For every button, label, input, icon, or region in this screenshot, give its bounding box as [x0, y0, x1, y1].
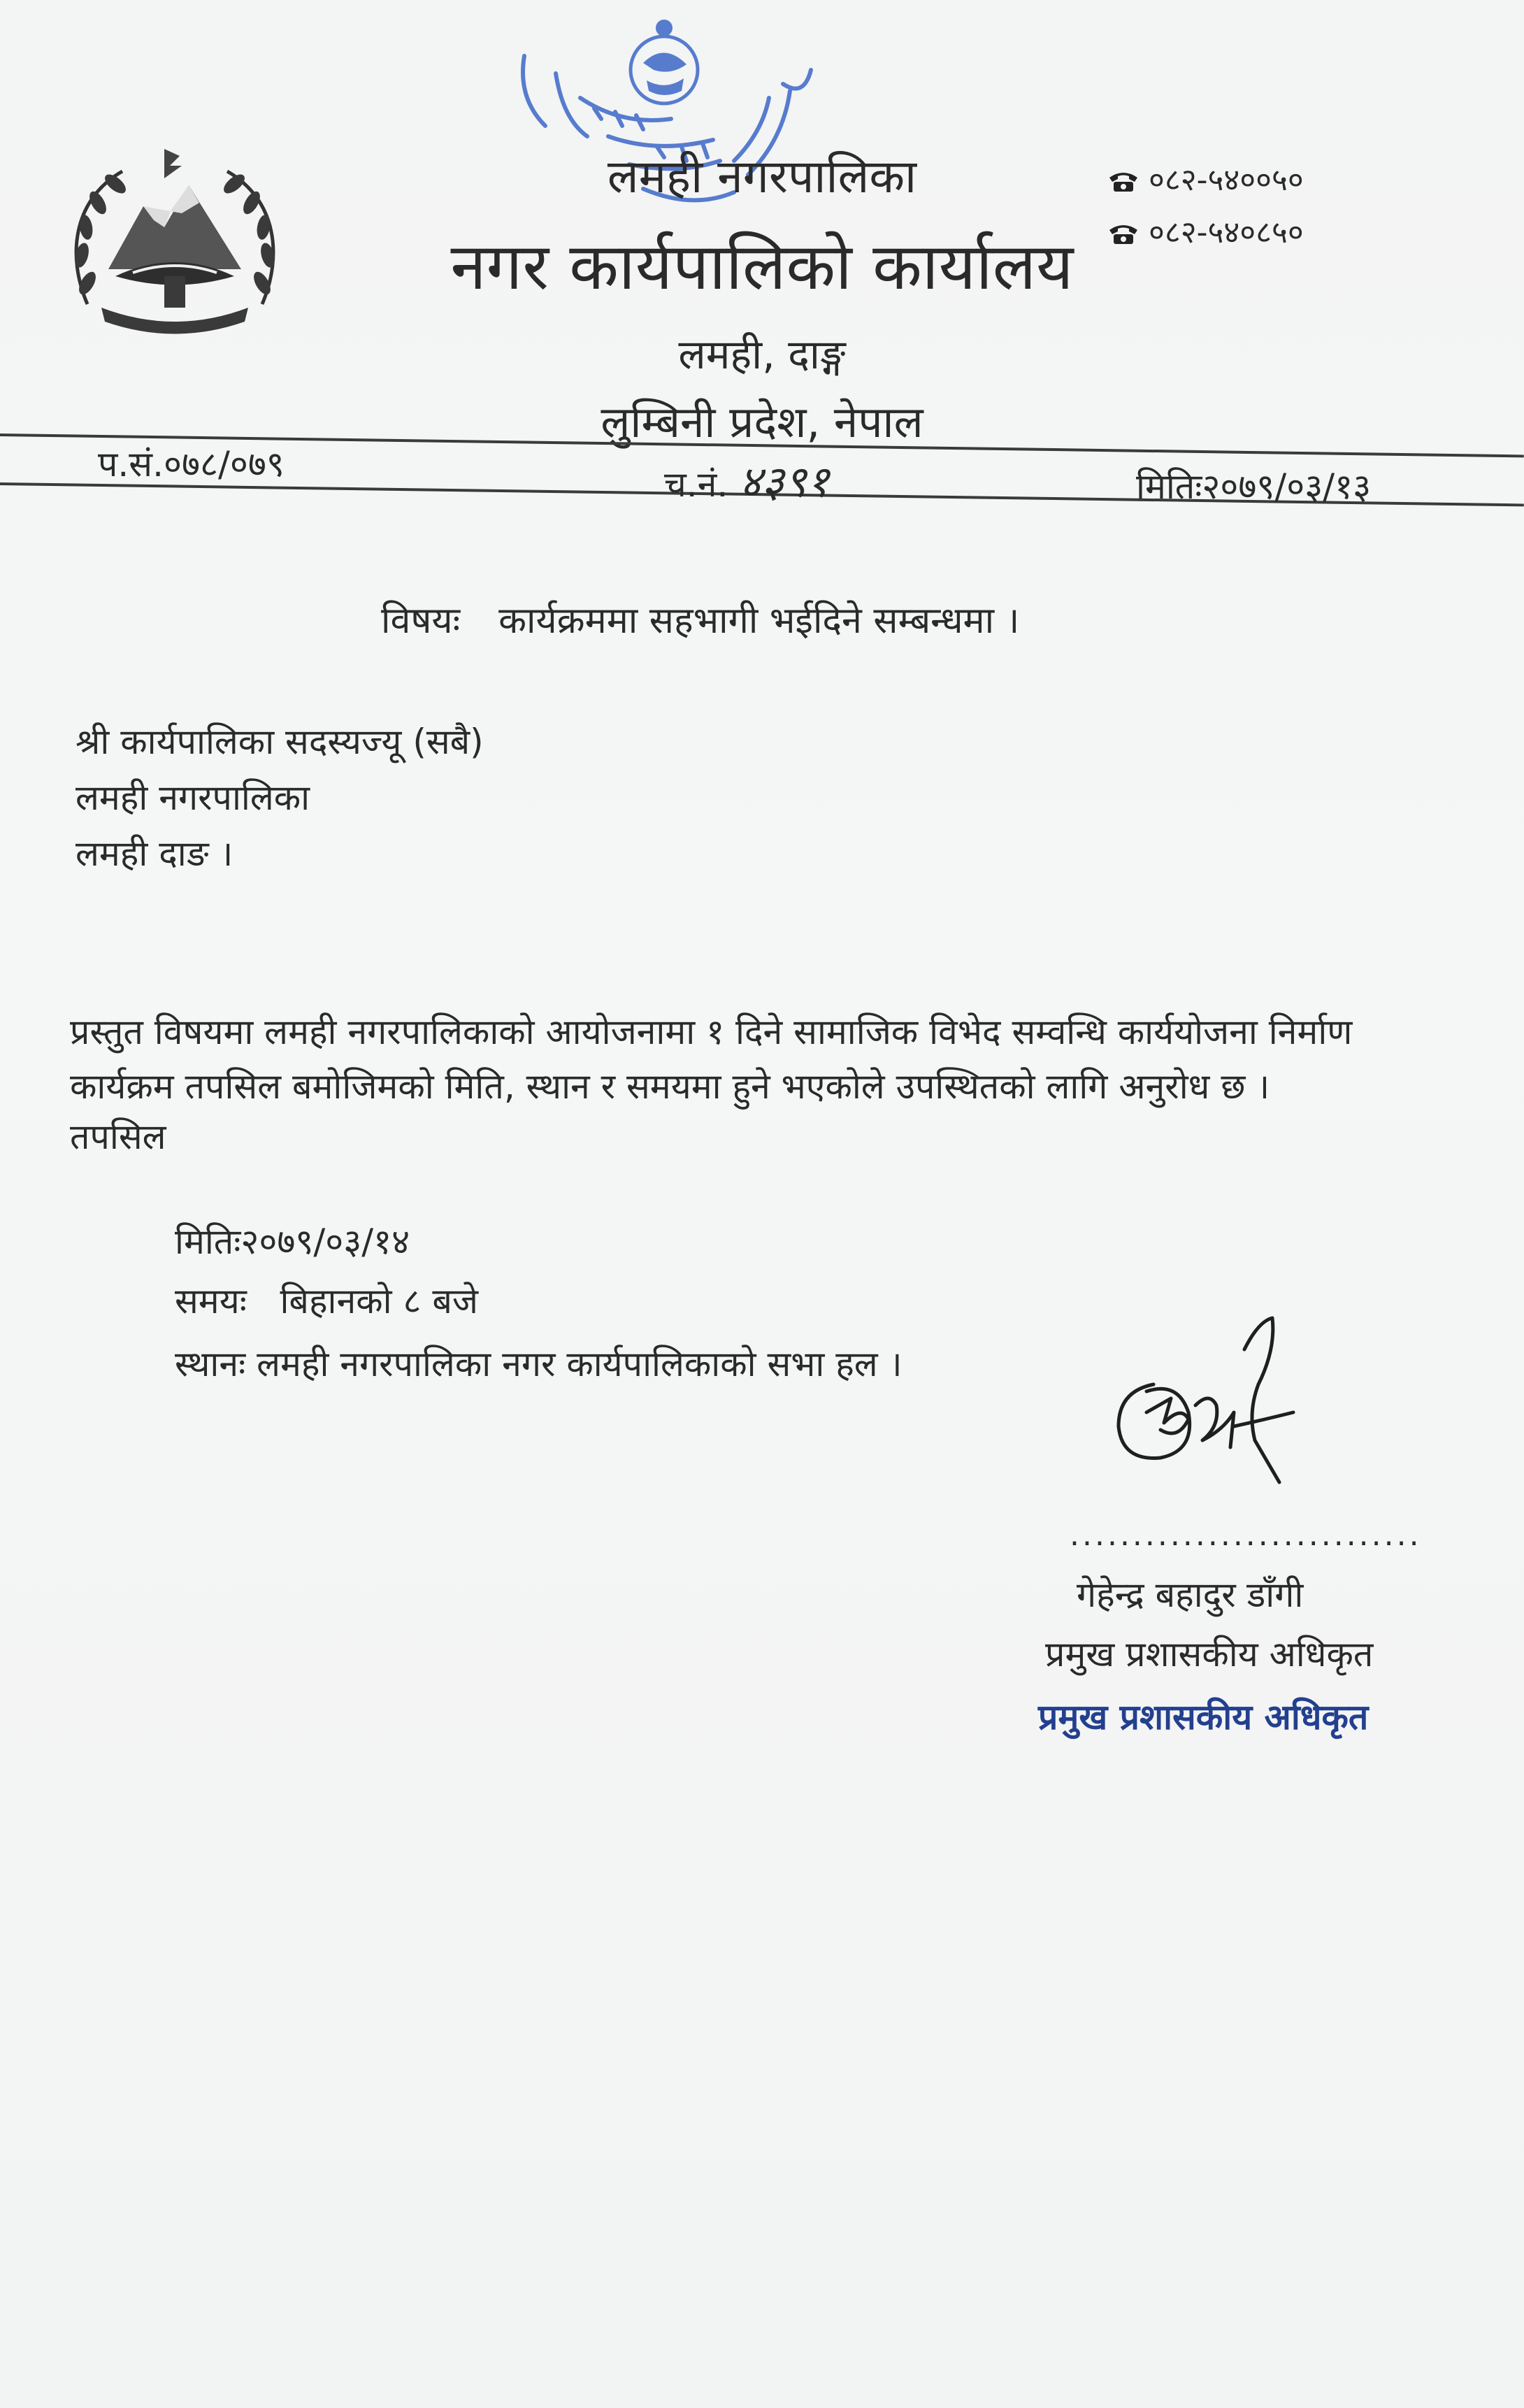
phone-number-1: ०८२-५४००५० [1149, 162, 1304, 198]
handwritten-signature [1105, 1307, 1328, 1517]
subject-text: कार्यक्रममा सहभागी भईदिने सम्बन्धमा । [498, 600, 1020, 642]
addressee-line-1: श्री कार्यपालिका सदस्यज्यू (सबै) [76, 722, 484, 762]
signatory-name: गेहेन्द्र बहादुर डाँगी [1077, 1575, 1304, 1615]
addressee-line-2: लमही नगरपालिका [76, 777, 310, 818]
signature-dotted-line: ............................ [1070, 1517, 1422, 1553]
dispatch-handwritten-number: ४३९१ [739, 456, 830, 507]
body-line-1: प्रस्तुत विषयमा लमही नगरपालिकाको आयोजनामा १ दिने सामाजिक विभेद सम्वन्धि कार्ययोजना निर्माण [70, 1012, 1353, 1052]
dispatch-label: च.नं. [664, 464, 728, 505]
office-location: लमही, दाङ्ग [678, 331, 846, 378]
office-title: नगर कार्यपालिको कार्यालय [450, 229, 1074, 304]
telephone-icon [1108, 171, 1139, 193]
detail-venue: स्थानः लमही नगरपालिका नगर कार्यपालिकाको सभा हल । [175, 1344, 903, 1384]
subject-line [381, 594, 1019, 644]
body-line-2: कार्यक्रम तपसिल बमोजिमको मिति, स्थान र समयमा हुने भएकोले उपस्थितको लागि अनुरोध छ । [70, 1066, 1270, 1107]
dispatch-number [664, 451, 829, 510]
addressee-line-3: लमही दाङ । [76, 833, 233, 874]
phone-line-1 [1108, 157, 1304, 199]
phone-line-2 [1108, 210, 1304, 252]
letter-date: मितिः२०७९/०३/१३ [1136, 466, 1372, 507]
detail-time: समयः बिहानको ८ बजे [175, 1281, 479, 1321]
body-line-3: तपसिल [70, 1117, 166, 1157]
signatory-designation: प्रमुख प्रशासकीय अधिकृत [1045, 1634, 1374, 1675]
subject-label: विषयः [381, 600, 461, 642]
office-name: लमही नगरपालिका [607, 150, 917, 203]
phone-number-2: ०८२-५४०८५० [1149, 215, 1304, 250]
office-province: लुम्बिनी प्रदेश, नेपाल [601, 396, 923, 447]
letter-number: प.सं.०७८/०७९ [98, 444, 285, 485]
telephone-icon [1108, 223, 1139, 245]
detail-date: मितिः२०७९/०३/१४ [175, 1221, 410, 1262]
designation-stamp: प्रमुख प्रशासकीय अधिकृत [1038, 1697, 1369, 1737]
